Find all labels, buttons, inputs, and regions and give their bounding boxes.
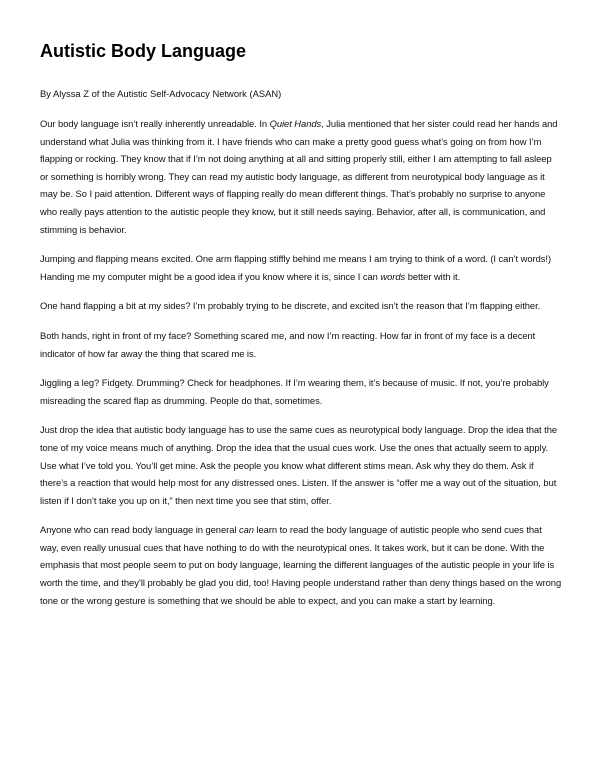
paragraph-text: learn to read the body language of autistic people who send cues that way, even really unusual cues that have nothing to do with the neurotypical ones. It takes work, but it can be done. With the emphasis that most people seem to put on body language, learning the different languages of the autistic people in your life is worth the time, and they’ll probably be glad you did, too! Having people understand rather than deny things based on the wrong tone or the wrong gesture is something that we should be able to expect, and you can make a start by learning. [40, 524, 562, 606]
book-title-emphasis: Quiet Hands [269, 118, 322, 129]
paragraph-text: better with it. [405, 270, 461, 282]
document-page [40, 40, 562, 609]
paragraph-6: Just drop the idea that autistic body language has to use the same cues as neurotypical body language. Drop the idea that the tone of my voice means much of anything. Drop the idea that the usual cues work. Use the ones that actually seem to apply. Use what I’ve told you. You’ll get mine. Ask the people you know what different stims mean. Ask why they do them. Ask if there’s a reaction that would help most for any distressed ones. Listen. If the answer is “offer me a way out of the situation, but listen if I don’t take you up on it,” then next time you see that stim, offer. [40, 424, 558, 506]
paragraph-1 [40, 115, 562, 238]
paragraph-4: Both hands, right in front of my face? Something scared me, and now I’m reacting. How far in front of my face is a decent indicator of how far away the thing that scared me is. [40, 329, 536, 359]
paragraph-text: Our body language isn’t really inherently unreadable. In [40, 118, 270, 129]
paragraph-text: Jumping and flapping means excited. One arm flapping stiffly behind me means I am trying to think of a word. (I can’t words!) Handing me my computer might be a good idea if you know where it is, since I can [40, 253, 552, 282]
paragraph-text: Anyone who can read body language in general [40, 524, 239, 536]
emphasis-text: words [380, 270, 406, 282]
paragraph-2 [40, 250, 562, 285]
paragraph-5: Jiggling a leg? Fidgety. Drumming? Check for headphones. If I’m wearing them, it’s because of music. If not, you’re probably misreading the scared flap as drumming. People do that, sometimes. [40, 377, 549, 406]
byline: By Alyssa Z of the Autistic Self-Advocacy Network (ASAN) [40, 88, 282, 99]
emphasis-text: can [238, 524, 254, 536]
paragraph-text: , Julia mentioned that her sister could read her hands and understand what Julia was thinking from it. I have friends who can make a pretty good guess what’s going on from how I’m flapping or rocking. They know that if I’m not doing anything at all and sitting properly still, either I am attempting to fall asleep or something is horribly wrong. They can read my autistic body language, as different from neurotypical body language as it may be. So I paid attention. Different ways of flapping really do mean different things. That’s probably no surprise to anyone who really pays attention to the autistic people they know, but it still needs saying. Behavior, after all, is communication, and stimming is behavior. [40, 118, 558, 235]
document-title: Autistic Body Language [40, 41, 247, 61]
paragraph-3: One hand flapping a bit at my sides? I’m probably trying to be discrete, and excited isn’t the reason that I’m flapping either. [40, 300, 541, 312]
paragraph-7 [40, 521, 562, 609]
